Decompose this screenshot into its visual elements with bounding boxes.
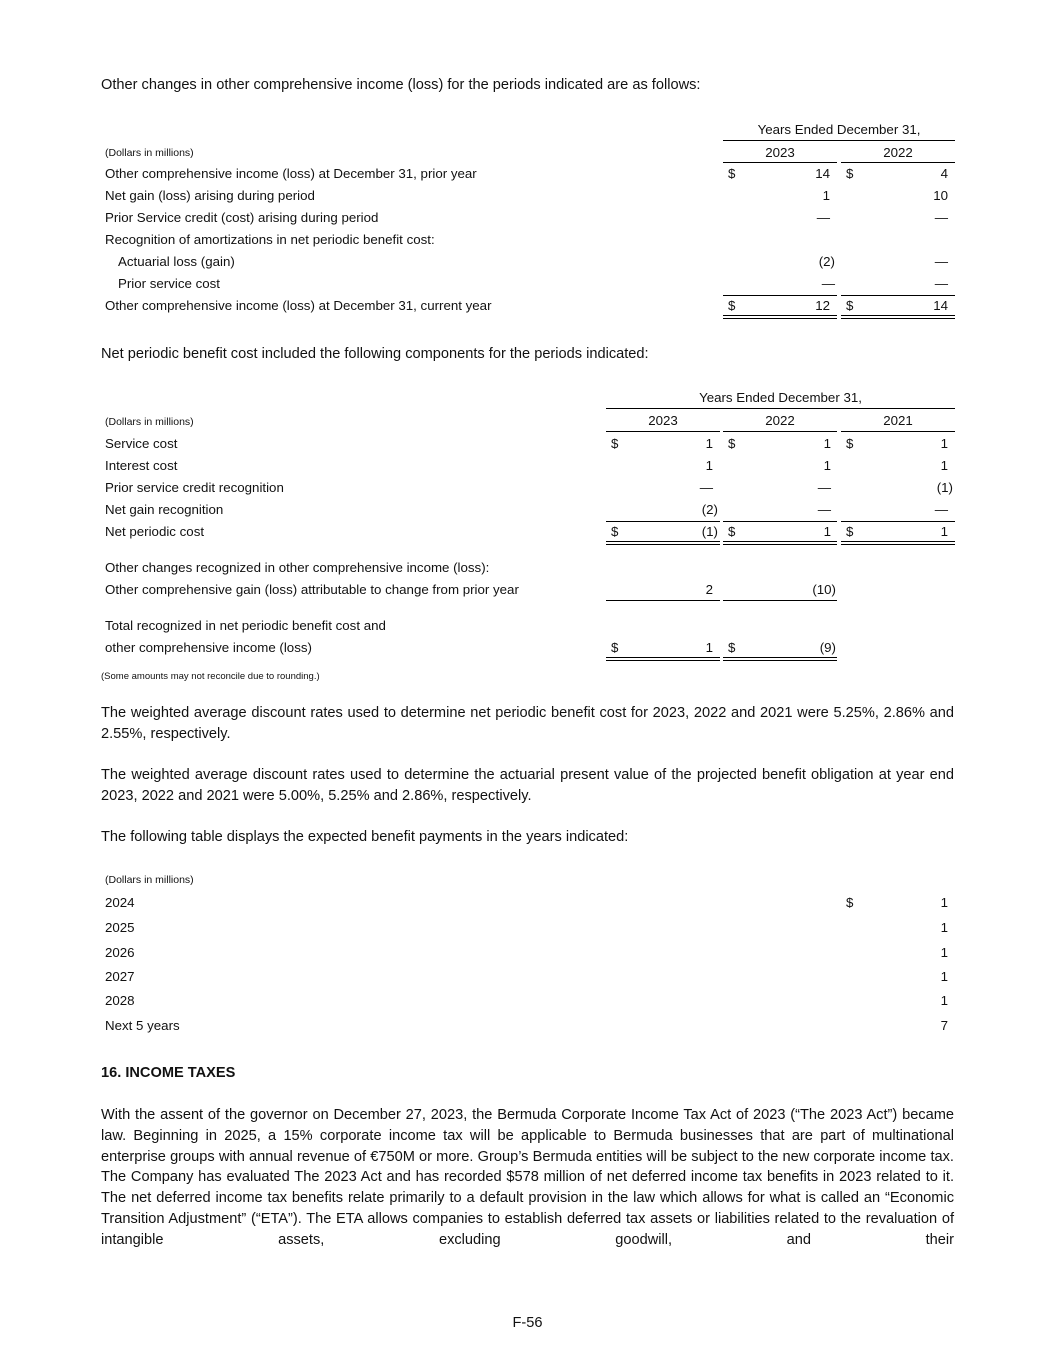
table2-oci-label: Other comprehensive gain (loss) attributable to change from prior year — [105, 582, 519, 597]
discount-rate-paragraph-1: The weighted average discount rates used to determine net periodic benefit cost for 2023, 2022 and 2021 were 5.25%, 2.86% and 2.55%, respectively. — [101, 705, 954, 742]
table2-value: 1 — [823, 458, 831, 473]
table3-value: 1 — [940, 920, 948, 935]
table3-value: 1 — [940, 945, 948, 960]
table2-value: (2) — [701, 502, 718, 517]
table2-group-header: Years Ended December 31, — [699, 390, 862, 405]
table3-units: (Dollars in millions) — [105, 874, 194, 886]
table1-row-label: Net gain (loss) arising during period — [105, 188, 315, 203]
table2-value: (9) — [819, 640, 836, 655]
table2-dollar: $ — [611, 640, 619, 655]
table3-year: 2028 — [105, 993, 135, 1008]
table2-value: 1 — [823, 524, 831, 539]
table1-dollar: $ — [846, 298, 854, 313]
table3-value: 1 — [940, 969, 948, 984]
table2-value: (10) — [812, 582, 836, 597]
table1-dollar: $ — [728, 298, 736, 313]
intro-text-1: Other changes in other comprehensive income (loss) for the periods indicated are as follows: — [101, 77, 701, 93]
table1-dollar: $ — [846, 166, 854, 181]
table2-value: — — [817, 502, 831, 517]
table2-value: (1) — [936, 480, 953, 495]
table3-year: 2027 — [105, 969, 135, 984]
table3-value: 1 — [940, 895, 948, 910]
table2-dollar: $ — [728, 640, 736, 655]
table3-value: 1 — [940, 993, 948, 1008]
table2-value: 1 — [940, 458, 948, 473]
discount-rate-paragraph-2: The weighted average discount rates used to determine the actuarial present value of the projected benefit obligation at year end 2023, 2022 and 2021 were 5.00%, 5.25% and 2.86%, respectively. — [101, 767, 954, 804]
table2-units: (Dollars in millions) — [105, 416, 194, 428]
table1-row-label: Recognition of amortizations in net periodic benefit cost: — [105, 232, 435, 247]
table2-value: 1 — [940, 524, 948, 539]
table1-row-label: Actuarial loss (gain) — [118, 254, 235, 269]
table1-units: (Dollars in millions) — [105, 147, 194, 159]
table2-dollar: $ — [611, 436, 619, 451]
table2-value: 1 — [705, 436, 713, 451]
income-tax-paragraph: With the assent of the governor on December 27, 2023, the Bermuda Corporate Income Tax Act of 2023 (“The 2023 Act”) became law. Beginning in 2025, a 15% corporate income tax will be applicable to Bermuda businesses that are part of multinational enterprise groups with annual revenue of €750M or more. Group’s Bermuda entities will be subject to the new corporate income tax. The Company has evaluated The 2023 Act and has recorded $578 million of net deferred income tax benefits in 2023 related to it. The net deferred income tax benefits relate primarily to a default provision in the law which allows for what is called an “Economic Transition Adjustment” (“ETA”). The ETA allows companies to establish deferred tax assets or liabilities related to the revaluation of intangible assets, excluding goodwill, and their — [101, 1107, 954, 1248]
table2-dollar: $ — [728, 524, 736, 539]
table2-value: 1 — [705, 640, 713, 655]
table1-value: 4 — [940, 166, 948, 181]
table2-value: (1) — [701, 524, 718, 539]
table1-row-label: Other comprehensive income (loss) at December 31, current year — [105, 298, 492, 313]
table2-year-2022: 2022 — [765, 413, 795, 428]
table1-row-label: Prior service cost — [118, 276, 220, 291]
table2-value: — — [934, 502, 948, 517]
table1-value: — — [934, 254, 948, 269]
table2-dollar: $ — [846, 524, 854, 539]
table2-value: — — [817, 480, 831, 495]
table2-year-2023: 2023 — [648, 413, 678, 428]
table2-dollar: $ — [846, 436, 854, 451]
table2-value: 1 — [705, 458, 713, 473]
table1-row-label: Prior Service credit (cost) arising during period — [105, 210, 379, 225]
table3-year: 2026 — [105, 945, 135, 960]
table1-row-label: Other comprehensive income (loss) at December 31, prior year — [105, 166, 477, 181]
table2-row-label: Interest cost — [105, 458, 178, 473]
table2-total-line1: Total recognized in net periodic benefit cost and — [105, 618, 386, 633]
table2-dollar: $ — [728, 436, 736, 451]
table2-row-label: Prior service credit recognition — [105, 480, 284, 495]
table3-year: 2024 — [105, 895, 135, 910]
table1-value: — — [821, 276, 835, 291]
table2-year-2021: 2021 — [883, 413, 913, 428]
table1-year-2023: 2023 — [765, 145, 795, 160]
intro-text-3: The following table displays the expected benefit payments in the years indicated: — [101, 829, 629, 845]
table1-value: 12 — [815, 298, 830, 313]
table1-value: 14 — [815, 166, 830, 181]
table1-group-header: Years Ended December 31, — [757, 122, 921, 137]
rounding-note: (Some amounts may not reconcile due to rounding.) — [101, 671, 320, 682]
table3-year: Next 5 years — [105, 1018, 180, 1033]
table2-row-label: Net gain recognition — [105, 502, 224, 517]
table1-value: 10 — [933, 188, 948, 203]
table2-oci-heading: Other changes recognized in other comprehensive income (loss): — [105, 560, 490, 575]
table2-value: — — [699, 480, 713, 495]
table1-value: (2) — [818, 254, 835, 269]
table2-row-label: Net periodic cost — [105, 524, 205, 539]
table2-value: 1 — [940, 436, 948, 451]
table1-year-2022: 2022 — [883, 145, 913, 160]
table1-value: 1 — [822, 188, 830, 203]
table2-value: 2 — [705, 582, 713, 597]
table1-value: 14 — [933, 298, 948, 313]
table3-year: 2025 — [105, 920, 135, 935]
table2-total-line2: other comprehensive income (loss) — [105, 640, 312, 655]
table1-value: — — [934, 276, 948, 291]
table2-value: 1 — [823, 436, 831, 451]
table1-value: — — [816, 210, 830, 225]
table1-dollar: $ — [728, 166, 736, 181]
table3-dollar: $ — [846, 895, 854, 910]
table1-value: — — [934, 210, 948, 225]
table3-value: 7 — [940, 1018, 948, 1033]
table2-row-label: Service cost — [105, 436, 178, 451]
table2-dollar: $ — [611, 524, 619, 539]
section-heading: 16. INCOME TAXES — [101, 1065, 236, 1081]
intro-text-2: Net periodic benefit cost included the following components for the periods indicated: — [101, 346, 649, 362]
page-number: F-56 — [512, 1315, 543, 1331]
